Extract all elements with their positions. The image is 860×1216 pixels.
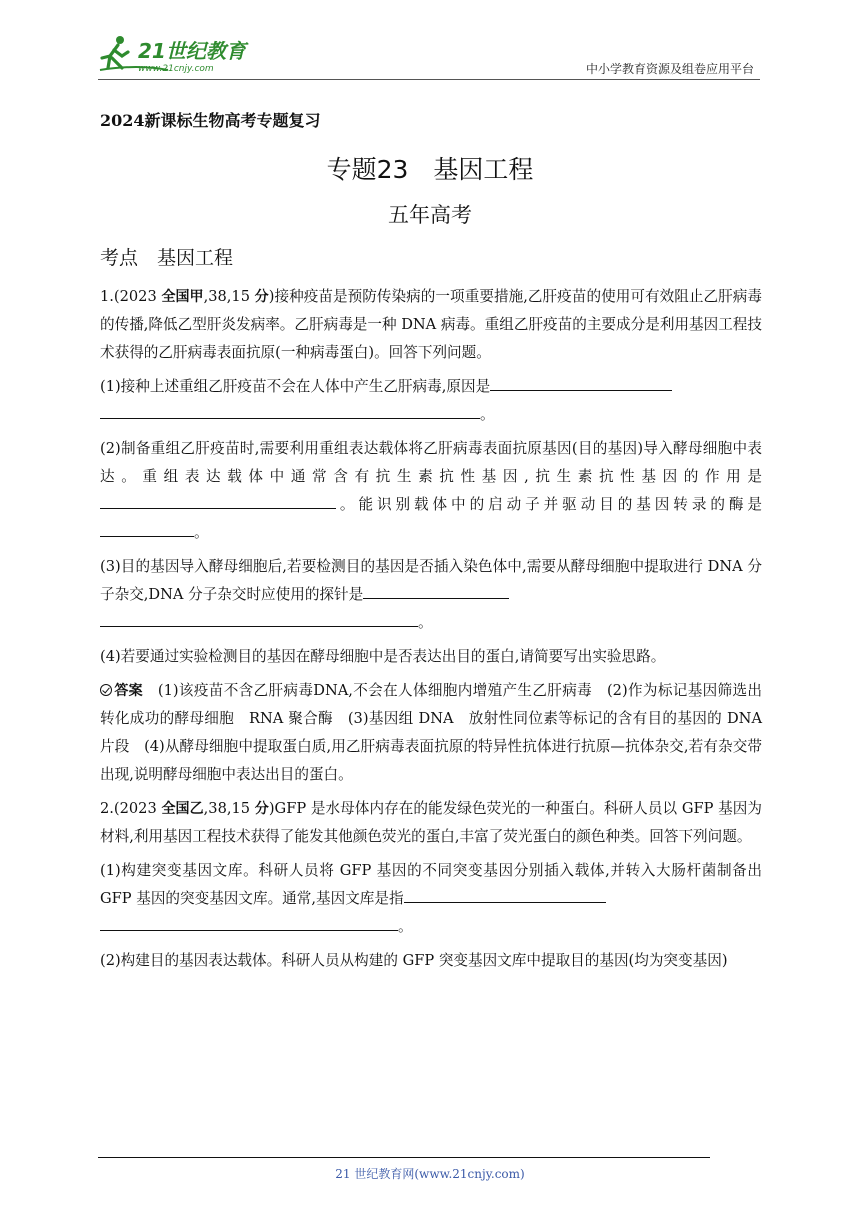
question-1-part-3: (3)目的基因导入酵母细胞后,若要检测目的基因是否插入染色体中,需要从酵母细胞中提取进行 DNA 分子杂交,DNA 分子杂交时应使用的探针是 。: [100, 558, 762, 631]
logo-url: www.21cnjy.com: [138, 64, 214, 74]
question-1-stem: 1.(2023 全国甲,38,15 分)接种疫苗是预防传染病的一项重要措施,乙肝疫苗的使用可有效阻止乙肝病毒的传播,降低乙型肝炎发病率。乙肝病毒是一种 DNA 病毒。重组乙肝疫苗的主要成分是利用基因工程技术获得的乙肝病毒表面抗原(一种病毒蛋白)。回答下列问题。: [100, 288, 763, 361]
section-heading: 考点 基因工程: [100, 247, 234, 269]
header-slogan: 中小学教育资源及组卷应用平台: [585, 62, 754, 76]
page-title: 专题23 基因工程: [326, 155, 534, 184]
check-icon: [100, 684, 112, 696]
question-1-part-1: (1)接种上述重组乙肝疫苗不会在人体中产生乙肝病毒,原因是 。: [100, 373, 762, 429]
page-header: [98, 30, 760, 80]
answer-blank: [100, 916, 398, 931]
question-2-part-1: (1)构建突变基因文库。科研人员将 GFP 基因的不同突变基因分别插入载体,并转入大肠杆菌制备出 GFP 基因的突变基因文库。通常,基因文库是指 。: [100, 862, 762, 935]
footer-divider: [98, 1157, 710, 1158]
answer-blank: [100, 494, 336, 509]
answer-block: 答案 (1)该疫苗不含乙肝病毒DNA,不会在人体细胞内增殖产生乙肝病毒 (2)作为标记基因筛选出转化成功的酵母细胞 RNA 聚合酶 (3)基因组 DNA 放射性同位素等标记的含有目的基因的 DNA 片段 (4)从酵母细胞中提取蛋白质,用乙肝病毒表面抗原的特异性抗体进行抗原—抗体杂交,若有杂交带出现,说明酵母细胞中表达出目的蛋白。: [100, 682, 762, 783]
question-2-stem: 2.(2023 全国乙,38,15 分)GFP 是水母体内存在的能发绿色荧光的一种蛋白。科研人员以 GFP 基因为材料,利用基因工程技术获得了能发其他颜色荧光的蛋白,丰富了荧光蛋白的颜色种类。回答下列问题。: [100, 800, 763, 845]
answer-blank: [490, 376, 672, 391]
answer-blank: [100, 612, 418, 627]
answer-blank: [404, 888, 606, 903]
page-footer: 21 世纪教育网(www.21cnjy.com): [335, 1167, 525, 1181]
header-divider: [98, 79, 760, 80]
question-1-part-2: (2)制备重组乙肝疫苗时,需要利用重组表达载体将乙肝病毒表面抗原基因(目的基因)导入酵母细胞中表达。重组表达载体中通常含有抗生素抗性基因,抗生素抗性基因的作用是。能识别载体中的启动子并驱动目的基因转录的酶是。: [100, 440, 762, 541]
answer-label: 答案: [114, 683, 143, 699]
logo: [98, 34, 268, 74]
document-body: [100, 283, 762, 981]
logo-text: 21世纪教育: [138, 39, 246, 63]
series-title: 2024新课标生物高考专题复习: [100, 111, 321, 130]
answer-blank: [100, 522, 194, 537]
answer-blank: [363, 584, 509, 599]
page-subtitle: 五年高考: [388, 203, 472, 227]
answer-blank: [100, 404, 480, 419]
question-1-part-4: (4)若要通过实验检测目的基因在酵母细胞中是否表达出目的蛋白,请简要写出实验思路。: [100, 648, 666, 665]
question-2-part-2: (2)构建目的基因表达载体。科研人员从构建的 GFP 突变基因文库中提取目的基因(均为突变基因): [100, 952, 728, 969]
